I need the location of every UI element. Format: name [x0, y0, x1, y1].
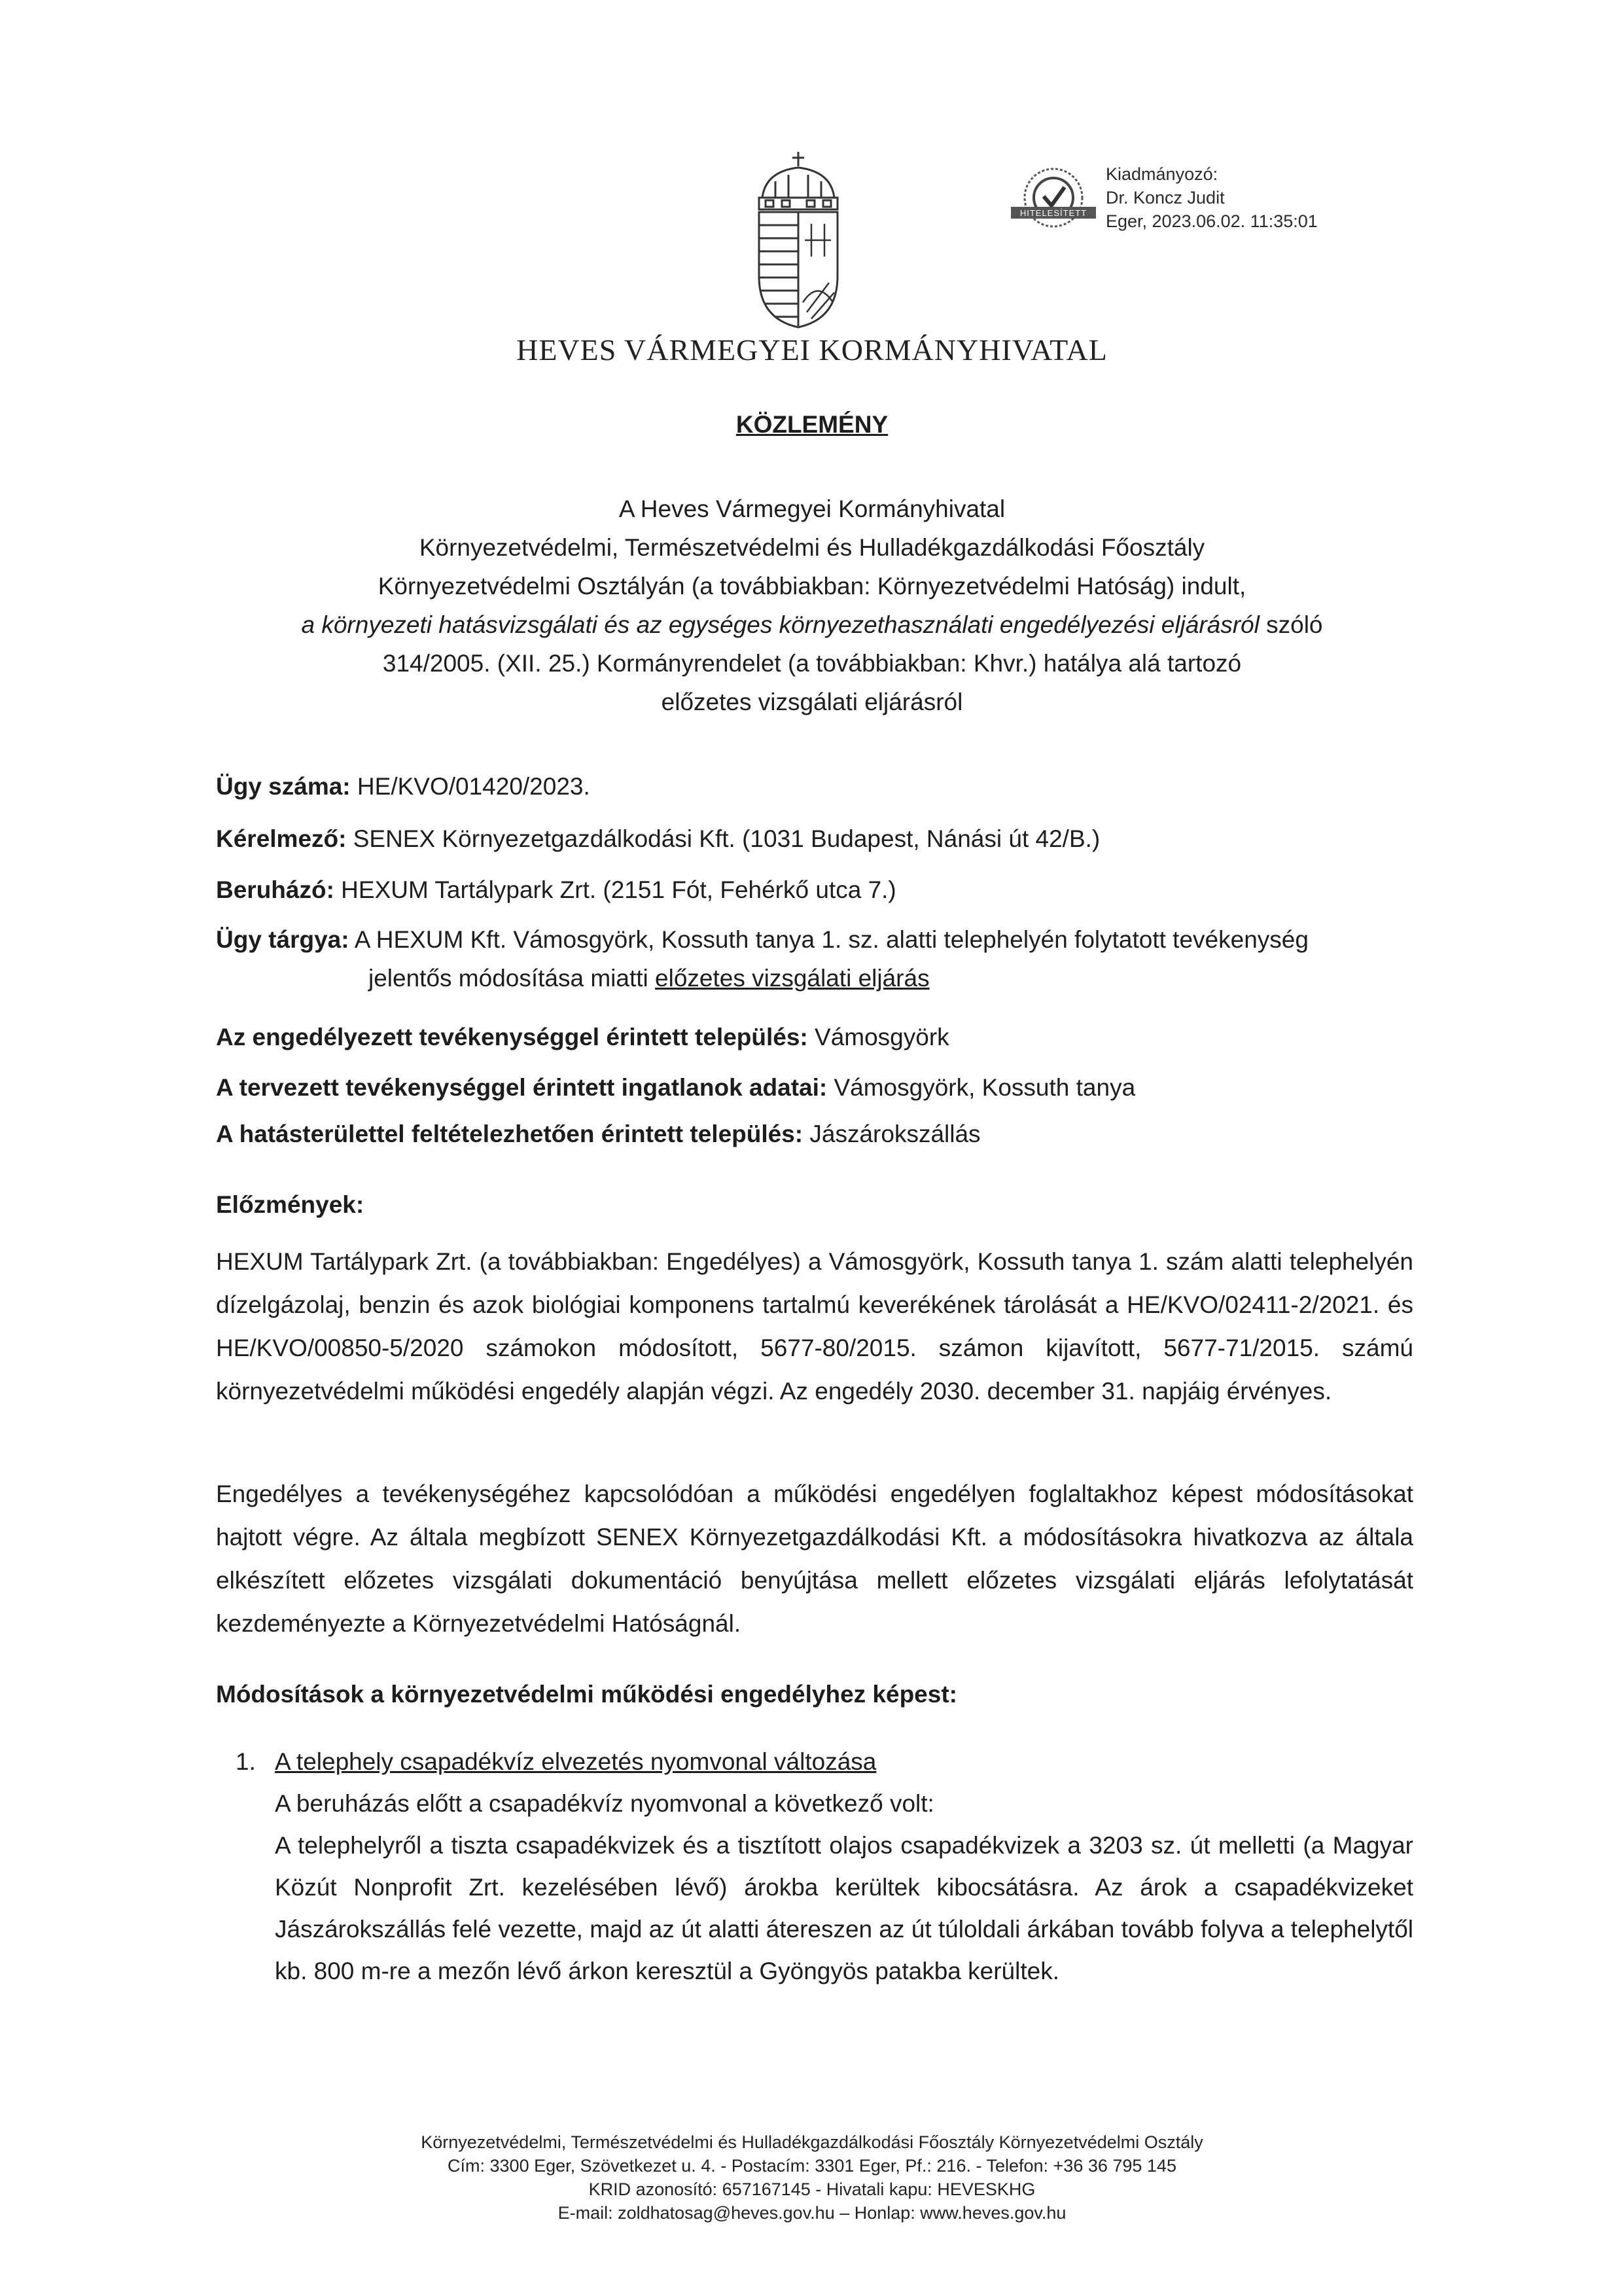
procedure-type: előzetes vizsgálati eljárás [655, 965, 930, 992]
intro-line-tail: szóló [1259, 611, 1323, 638]
changes-list [236, 1741, 1413, 1992]
history-paragraph: Engedélyes a tevékenységéhez kapcsolódóan a működési engedélyen foglaltakhoz képest módosításokat hajtott végre. Az általa megbízott SENEX Környezetgazdálkodási Kft. a módosításokra hivatkozva az általa elkészített előzetes vizsgálati dokumentáció benyújtása mellett előzetes vizsgálati eljárás lefolytatását kezdeményezte a Környezetvédelmi Hatóságnál. [216, 1480, 1413, 1637]
intro-line: Környezetvédelmi, Természetvédelmi és Hulladékgazdálkodási Főosztály [419, 534, 1205, 561]
impact-area-label: A hatásterülettel feltételezhetően érintett település: [216, 1121, 803, 1147]
subject-value: A HEXUM Kft. Vámosgyörk, Kossuth tanya 1. sz. alatti telephelyén folytatott tevékenység [349, 926, 1309, 953]
regulation-title: a környezeti hatásvizsgálati és az egységes környezethasználati engedélyezési eljárásról [301, 611, 1260, 638]
subject-label: Ügy tárgya: [216, 926, 349, 953]
property-field [216, 1068, 1413, 1107]
applicant-label: Kérelmező: [216, 825, 347, 852]
seal-label: HITELESÍTETT [1019, 208, 1087, 218]
footer [0, 2130, 1624, 2225]
subject-line2: jelentős módosítása miatti [368, 965, 656, 992]
impact-area-field [216, 1115, 1413, 1153]
intro-line: 314/2005. (XII. 25.) Kormányrendelet (a továbbiakban: Khvr.) hatálya alá tartozó [382, 650, 1242, 677]
list-item-title: A telephely csapadékvíz elvezetés nyomvonal változása [275, 1748, 877, 1775]
investor-label: Beruházó: [216, 876, 334, 903]
list-item-intro: A beruházás előtt a csapadékvíz nyomvonal a következő volt: [275, 1790, 934, 1817]
list-item-text: A telephelyről a tiszta csapadékvizek és a tisztított olajos csapadékvizek a 3203 sz. út melletti (a Magyar Közút Nonprofit Zrt. kezelésében lévő) árokba kerültek kibocsátásra. Az árok a csapadékvizeket Jászárokszállás felé vezette, majd az út alatti átereszen az út túloldali árkában tovább folyva a telephelytől kb. 800 m-re a mezőn lévő árkon keresztül a Gyöngyös patakba kerültek. [275, 1832, 1413, 1984]
signature-date: Eger, 2023.06.02. 11:35:01 [1106, 211, 1318, 231]
history-paragraph: HEXUM Tartálypark Zrt. (a továbbiakban: Engedélyes) a Vámosgyörk, Kossuth tanya 1. szám alatti telephelyén dízelgázolaj, benzin és azok biológiai komponens tartalmú keverékének tárolását a HE/KVO/02411-2/2021. és HE/KVO/00850-5/2020 számokon módosított, 5677-80/2015. számon kijavított, 5677-71/2015. számú környezetvédelmi működési engedély alapján végzi. Az engedély 2030. december 31. napjáig érvényes. [216, 1248, 1413, 1405]
property-value: Vámosgyörk, Kossuth tanya [827, 1074, 1136, 1101]
certified-seal-icon [1011, 164, 1096, 236]
history-heading: Előzmények: [216, 1191, 364, 1218]
property-label: A tervezett tevékenységgel érintett ingatlanok adatai: [216, 1074, 828, 1101]
intro-line [0, 605, 1624, 644]
authority-name: HEVES VÁRMEGYEI KORMÁNYHIVATAL [516, 333, 1108, 367]
coat-of-arms-icon [749, 152, 847, 329]
investor-field [216, 870, 1413, 909]
list-item [236, 1741, 1413, 1992]
settlement-label: Az engedélyezett tevékenységgel érintett település: [216, 1024, 808, 1050]
case-number-value: HE/KVO/01420/2023. [350, 773, 590, 800]
footer-krid: KRID azonosító: 657167145 - Hivatali kapu: HEVESKHG [588, 2179, 1036, 2199]
changes-heading: Módosítások a környezetvédelmi működési engedélyhez képest: [216, 1681, 957, 1708]
signature-role: Kiadmányozó: [1106, 164, 1218, 184]
footer-department: Környezetvédelmi, Természetvédelmi és Hulladékgazdálkodási Főosztály Környezetvédelmi Osztály [421, 2132, 1203, 2152]
settlement-field [216, 1018, 1413, 1056]
footer-address: Cím: 3300 Eger, Szövetkezet u. 4. - Postacím: 3301 Eger, Pf.: 216. - Telefon: +36 36 795 145 [448, 2156, 1176, 2176]
applicant-field [216, 819, 1413, 858]
applicant-value: SENEX Környezetgazdálkodási Kft. (1031 Budapest, Nánási út 42/B.) [346, 825, 1101, 852]
list-item-body [275, 1741, 1413, 1992]
intro-line: előzetes vizsgálati eljárásról [661, 689, 963, 715]
subject-field [216, 920, 1413, 997]
case-number-field [216, 767, 1413, 806]
impact-area-value: Jászárokszállás [803, 1121, 981, 1147]
subject-continuation [216, 959, 1413, 997]
document-title: KÖZLEMÉNY [735, 411, 889, 438]
signature-name: Dr. Koncz Judit [1106, 188, 1225, 207]
signature-block [1106, 162, 1318, 233]
case-number-label: Ügy száma: [216, 773, 351, 800]
investor-value: HEXUM Tartálypark Zrt. (2151 Fót, Fehérkő utca 7.) [334, 876, 896, 903]
settlement-value: Vámosgyörk [807, 1024, 949, 1050]
footer-contact: E-mail: zoldhatosag@heves.gov.hu – Honlap: www.heves.gov.hu [557, 2203, 1067, 2223]
intro-block [0, 490, 1624, 721]
list-item-number: 1. [236, 1748, 256, 1775]
intro-line: A Heves Vármegyei Kormányhivatal [618, 495, 1006, 522]
intro-line: Környezetvédelmi Osztályán (a továbbiakban: Környezetvédelmi Hatóság) indult, [378, 573, 1246, 600]
